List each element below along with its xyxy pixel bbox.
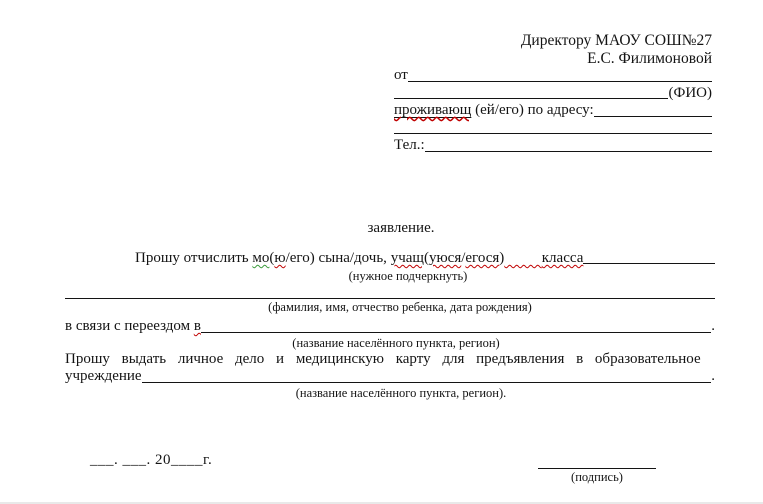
word-v-misspelled: в (193, 318, 201, 334)
word-uyusya-misspelled: уюся (428, 250, 462, 266)
address-line-2 (394, 120, 712, 138)
residing-word-misspelled: проживающ (394, 102, 472, 118)
move-lead: в связи с переездом (65, 318, 194, 334)
address-blank-line-2 (394, 120, 712, 135)
son-daughter-text: /его) сына/дочь, (285, 250, 391, 266)
child-name-blank-line (65, 284, 715, 299)
settlement-caption-1: (название населённого пункта, регион) (292, 335, 500, 350)
signature-block (538, 452, 656, 485)
issue-request-line1: Прошу выдать личное дело и медицинскую карту для предъявления в образовательное (65, 350, 701, 367)
word-uchash-misspelled: учащ (390, 250, 424, 266)
signature-blank-line (538, 452, 656, 469)
word-yu-misspelled: ю (274, 250, 286, 266)
footer-block (65, 452, 715, 485)
class-number-gap (504, 250, 542, 266)
fio-line (394, 85, 712, 103)
institution-word: учреждение (65, 368, 142, 384)
request-line (65, 250, 715, 267)
institution-line (65, 368, 715, 386)
from-blank-line (408, 67, 712, 82)
from-label: от (394, 67, 408, 83)
recipient-line-director: Директору МАОУ СОШ№27 (520, 32, 712, 49)
document-title: заявление. (367, 220, 435, 236)
request-lead: Прошу отчислить (135, 250, 253, 266)
paren-close: ) (499, 250, 505, 266)
word-egosya-misspelled: егося (465, 250, 500, 266)
settlement-caption-2: (название населённого пункта, регион). (295, 385, 507, 400)
request-text (65, 250, 583, 267)
slash: / (461, 250, 466, 266)
from-line (394, 67, 712, 85)
recipient-line-name: Е.С. Филимоновой (587, 49, 712, 67)
fio-caption: (ФИО) (668, 84, 712, 101)
residing-label (394, 102, 594, 120)
move-end-dot: . (711, 318, 715, 334)
destination-blank-line (201, 318, 711, 333)
underline-hint-caption: (нужное подчеркнуть) (348, 269, 468, 283)
residing-rest: (ей/его) по адресу: (471, 102, 594, 118)
move-line (65, 318, 715, 336)
residing-line (394, 102, 712, 120)
institution-end-dot: . (711, 368, 715, 384)
paren-open: ( (269, 250, 275, 266)
move-text (65, 318, 201, 336)
child-name-caption: (фамилия, имя, отчество ребенка, дата рождения) (268, 300, 532, 314)
phone-blank-line (425, 137, 712, 152)
phone-label: Тел.: (394, 137, 425, 153)
class-gap-misspelled (504, 250, 542, 266)
phone-line (394, 137, 712, 155)
word-klassa-misspelled: класса (541, 250, 584, 266)
word-mo-grammar: мо (252, 250, 270, 266)
signature-caption: (подпись) (571, 470, 623, 484)
institution-blank-line (142, 368, 712, 383)
addressee-block (394, 32, 712, 155)
fio-blank-line (394, 85, 668, 100)
class-blank-line (583, 250, 715, 264)
paren-open-2: ( (423, 250, 429, 266)
document-body (65, 250, 715, 401)
date-template: ___. ___. 20____г. (90, 452, 213, 468)
address-blank-line-1 (594, 102, 712, 117)
